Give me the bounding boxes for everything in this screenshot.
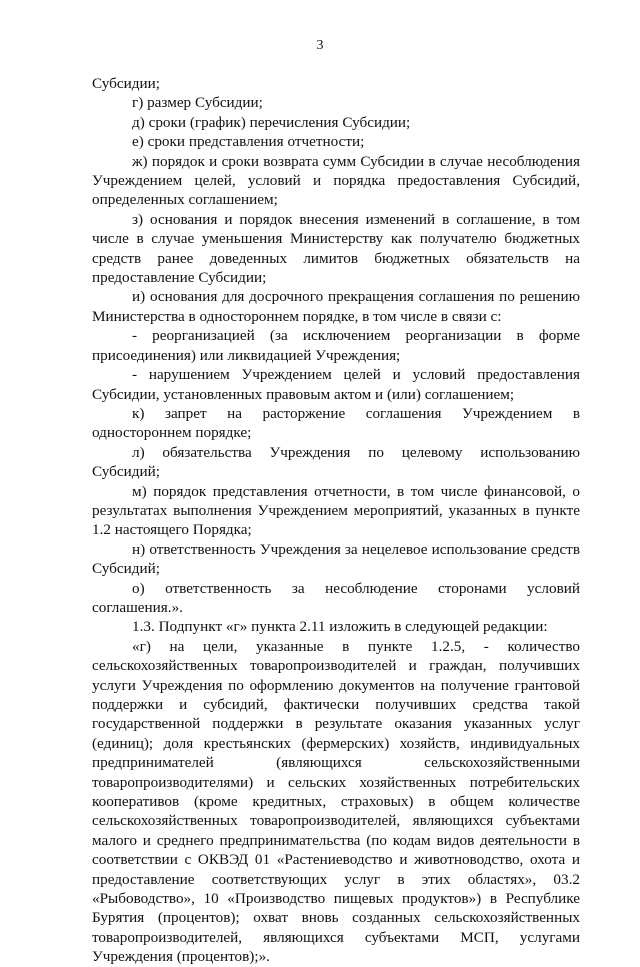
paragraph-n-misuse-liability: н) ответственность Учреждения за нецелевое использование средств Субсидий; — [92, 540, 580, 578]
paragraph-e-reporting-deadlines: е) сроки представления отчетности; — [132, 133, 365, 151]
paragraph-d-transfer-schedule: д) сроки (график) перечисления Субсидии; — [132, 113, 411, 131]
paragraph-1-3-amendment: 1.3. Подпункт «г» пункта 2.11 изложить в следующей редакции: — [132, 618, 548, 636]
paragraph-g-subsidy-amount: г) размер Субсидии; — [132, 94, 263, 112]
document-body — [92, 74, 580, 967]
page-number: 3 — [316, 38, 324, 53]
paragraph-violation: - нарушением Учреждением целей и условий предоставления Субсидии, установленных правовым актом и (или) соглашением; — [92, 366, 580, 403]
paragraph-zh-refund-procedure: ж) порядок и сроки возврата сумм Субсидии в случае несоблюдения Учреждением целей, условий и порядка предоставления Субсидий, определенных соглашением; — [92, 152, 580, 209]
paragraph-subsidy-continuation: Субсидии; — [92, 75, 160, 92]
paragraph-m-reporting-procedure: м) порядок представления отчетности, в том числе финансовой, о результатах выполнения Учреждением мероприятий, указанных в пункте 1.2 настоящего Порядка; — [92, 482, 580, 539]
paragraph-g-new-wording: «г) на цели, указанные в пункте 1.2.5, - количество сельскохозяйственных товаропроизводителей и граждан, получивших услуги Учреждения по оформлению документов на получение грантовой поддержки и субсидий, фактически получивших средства такой государственной поддержки в результате оказания указанных услуг (единиц); доля крестьянских (фермерских) хозяйств, индивидуальных предпринимателей (являющихся сельскохозяйственными товаропроизводителями) и сельских хозяйственных потребительских кооперативов (кроме кредитных, страховых) в общем количестве сельскохозяйственных товаропроизводителей, являющихся субъектами малого и среднего предпринимательства (по кодам видов деятельности в соответствии с ОКВЭД 01 «Растениеводство и животноводство, охота и предоставление соответствующих услуг в этих областях», 03.2 «Рыбоводство», 10 «Производство пищевых продуктов») в Республике Бурятия (процентов); охват вновь созданных сельскохозяйственных товаропроизводителей, являющихся субъектами МСП, услугами Учреждения (процентов);». — [92, 637, 580, 966]
paragraph-z-amendment-grounds: з) основания и порядок внесения изменений в соглашение, в том числе в случае уменьшения Министерству как получателю бюджетных средств ранее доведенных лимитов бюджетных обязательств на предоставление Субсидии; — [92, 210, 580, 287]
paragraph-o-noncompliance-liability: о) ответственность за несоблюдение сторонами условий соглашения.». — [92, 579, 580, 616]
paragraph-i-early-termination: и) основания для досрочного прекращения соглашения по решению Министерства в одностороннем порядке, в том числе в связи с: — [92, 288, 580, 325]
paragraph-k-termination-ban: к) запрет на расторжение соглашения Учреждением в одностороннем порядке; — [92, 404, 580, 442]
paragraph-reorganization: - реорганизацией (за исключением реорганизации в форме присоединения) или ликвидацией Учреждения; — [92, 327, 580, 364]
paragraph-l-target-use: л) обязательства Учреждения по целевому использованию Субсидий; — [92, 443, 580, 481]
